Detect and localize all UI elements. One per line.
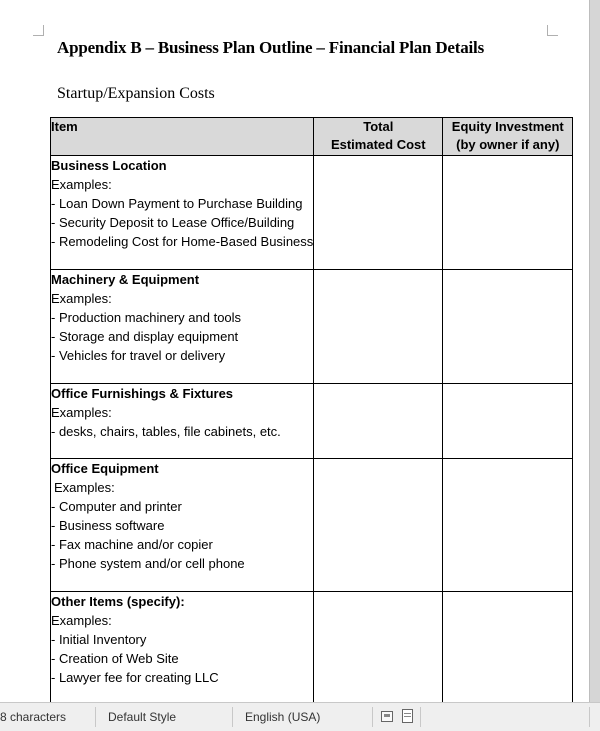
equity-investment-cell[interactable] [443,384,573,459]
equity-investment-cell[interactable] [443,459,573,592]
example-item: - Security Deposit to Lease Office/Building [51,215,295,230]
total-estimated-cost-cell[interactable] [314,459,443,592]
example-item: - desks, chairs, tables, file cabinets, etc. [51,424,281,439]
header-equity-investment: Equity Investment (by owner if any) [443,118,573,156]
example-item: - Fax machine and/or copier [51,537,213,552]
item-cell-office-equipment[interactable] [51,459,314,592]
digital-signature-icon[interactable] [402,709,413,723]
status-bar [0,702,600,731]
document-modified-icon[interactable] [381,711,393,722]
table-row [51,592,573,703]
equity-investment-cell[interactable] [443,156,573,270]
item-cell-other-items[interactable] [51,592,314,703]
status-separator [372,707,373,727]
status-separator [420,707,421,727]
text-boundary-corner [547,25,558,36]
startup-costs-table [50,117,573,702]
item-cell-business-location[interactable] [51,156,314,270]
examples-label: Examples: [51,613,112,628]
example-item: - Initial Inventory [51,632,147,647]
category-name: Other Items (specify): [51,594,185,609]
document-title: Appendix B – Business Plan Outline – Financial Plan Details [57,38,484,57]
examples-label: Examples: [51,177,112,192]
header-total-estimated-cost: Total Estimated Cost [314,118,443,156]
example-item: - Production machinery and tools [51,310,242,325]
example-item: - Lawyer fee for creating LLC [51,670,219,685]
section-title: Startup/Expansion Costs [57,85,215,102]
status-separator [232,707,233,727]
category-name: Business Location [51,158,167,173]
equity-investment-cell[interactable] [443,592,573,703]
example-item: - Business software [51,518,165,533]
status-separator [589,707,590,727]
table-header-row [51,118,573,156]
character-count[interactable]: 8 characters [0,710,67,724]
page-style[interactable]: Default Style [108,710,177,724]
category-name: Office Furnishings & Fixtures [51,386,234,401]
item-cell-office-furnishings[interactable] [51,384,314,459]
example-item: - Phone system and/or cell phone [51,556,245,571]
example-item: - Computer and printer [51,499,182,514]
table-row [51,384,573,459]
example-item: - Remodeling Cost for Home-Based Business [51,234,314,249]
total-estimated-cost-cell[interactable] [314,384,443,459]
total-estimated-cost-cell[interactable] [314,156,443,270]
total-estimated-cost-cell[interactable] [314,592,443,703]
equity-investment-cell[interactable] [443,270,573,384]
header-item: Item [51,118,314,156]
examples-label: Examples: [51,291,112,306]
example-item: - Loan Down Payment to Purchase Building [51,196,303,211]
example-item: - Storage and display equipment [51,329,239,344]
item-cell-machinery-equipment[interactable] [51,270,314,384]
table-row [51,459,573,592]
table-row [51,156,573,270]
text-language[interactable]: English (USA) [245,710,321,724]
examples-label: Examples: [51,405,112,420]
category-name: Office Equipment [51,461,159,476]
table-row [51,270,573,384]
example-item: - Vehicles for travel or delivery [51,348,226,363]
text-boundary-corner [33,25,44,36]
status-separator [95,707,96,727]
examples-label: Examples: [54,480,115,495]
category-name: Machinery & Equipment [51,272,200,287]
total-estimated-cost-cell[interactable] [314,270,443,384]
example-item: - Creation of Web Site [51,651,179,666]
